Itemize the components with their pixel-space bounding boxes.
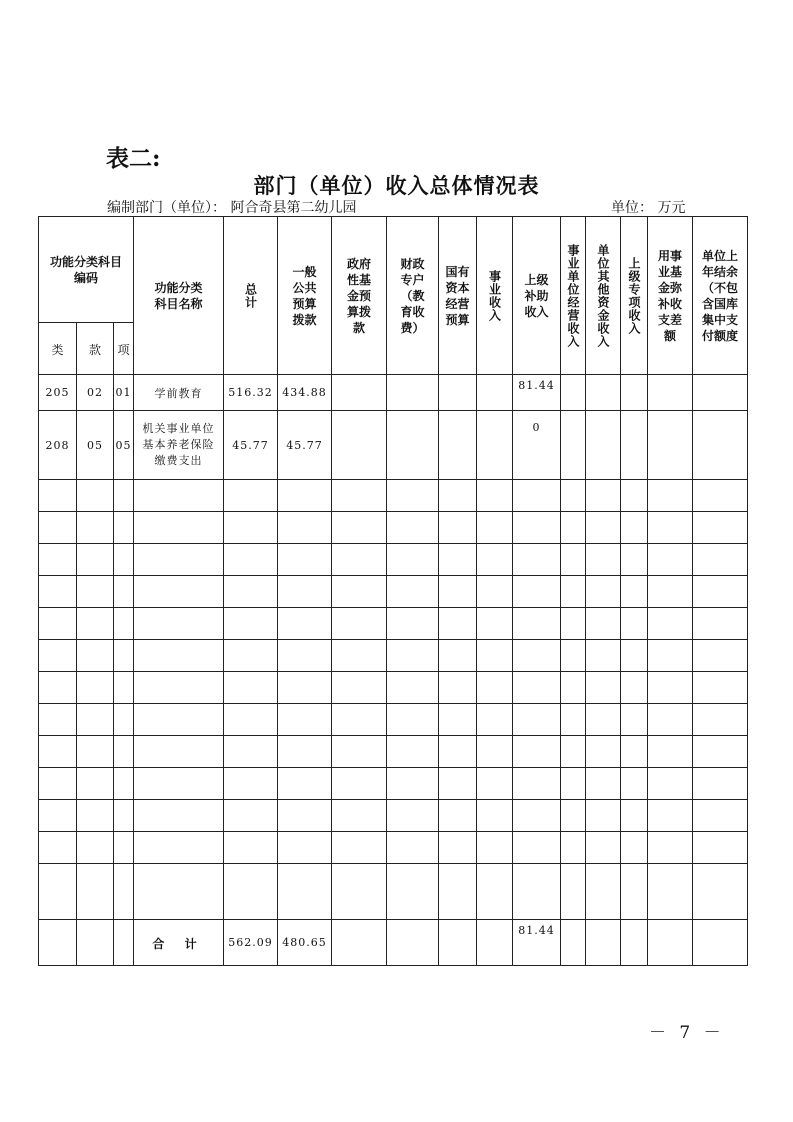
empty-row — [39, 800, 748, 832]
cell-empty — [477, 920, 513, 966]
empty-row — [39, 736, 748, 768]
empty-row — [39, 576, 748, 608]
cell-empty — [77, 920, 114, 966]
cell-empty — [332, 375, 387, 411]
header-name: 功能分类科目名称 — [134, 217, 224, 375]
header-code-kuan: 款 — [77, 323, 114, 375]
cell-empty — [693, 920, 748, 966]
cell-empty — [648, 920, 693, 966]
empty-row — [39, 864, 748, 920]
cell-empty — [332, 411, 387, 480]
empty-row — [39, 704, 748, 736]
total-general: 480.65 — [278, 920, 332, 966]
header-fund-offset: 用事业基金弥补收支差额 — [648, 217, 693, 375]
income-table — [38, 216, 748, 966]
cell-superior-subsidy: 81.44 — [513, 375, 561, 411]
cell-empty — [648, 375, 693, 411]
empty-row — [39, 640, 748, 672]
table-row — [39, 411, 748, 480]
header-superior-subsidy: 上级补助收入 — [513, 217, 561, 375]
org-line: 编制部门（单位）： 阿合奇县第二幼儿园 — [107, 200, 357, 216]
header-row — [39, 217, 748, 323]
header-prior-balance: 单位上年结余（不包含国库集中支付额度 — [693, 217, 748, 375]
cell-empty — [621, 920, 648, 966]
cell-empty — [387, 920, 439, 966]
total-value: 562.09 — [224, 920, 278, 966]
header-superior-special: 上级专项收入 — [621, 217, 648, 375]
cell-empty — [477, 375, 513, 411]
cell-empty — [586, 375, 621, 411]
empty-row — [39, 608, 748, 640]
cell-empty — [561, 920, 586, 966]
cell-empty — [561, 375, 586, 411]
cell-empty — [477, 411, 513, 480]
cell-lei: 208 — [39, 411, 77, 480]
total-label: 合 计 — [134, 920, 224, 966]
cell-total: 516.32 — [224, 375, 278, 411]
cell-empty — [439, 375, 477, 411]
header-code-group: 功能分类科目编码 — [39, 217, 134, 323]
cell-empty — [114, 920, 134, 966]
unit-line: 单位： 万元 — [611, 200, 686, 216]
cell-kuan: 05 — [77, 411, 114, 480]
cell-empty — [693, 411, 748, 480]
header-code-lei: 类 — [39, 323, 77, 375]
cell-empty — [439, 920, 477, 966]
header-other-income: 单位其他资金收入 — [586, 217, 621, 375]
cell-name: 机关事业单位基本养老保险缴费支出 — [134, 411, 224, 480]
table-row — [39, 375, 748, 411]
cell-empty — [621, 375, 648, 411]
header-business-income: 事业收入 — [477, 217, 513, 375]
empty-row — [39, 768, 748, 800]
header-gov-fund: 政府性基金预算拨款 — [332, 217, 387, 375]
page-title: 部门（单位）收入总体情况表 — [253, 173, 540, 198]
cell-empty — [648, 411, 693, 480]
cell-name: 学前教育 — [134, 375, 224, 411]
empty-row — [39, 544, 748, 576]
cell-empty — [39, 920, 77, 966]
empty-row — [39, 832, 748, 864]
header-fiscal-special: 财政专户（教育收费） — [387, 217, 439, 375]
cell-empty — [621, 411, 648, 480]
cell-empty — [586, 920, 621, 966]
header-general-budget: 一般公共预算拨款 — [278, 217, 332, 375]
total-superior-subsidy: 81.44 — [513, 920, 561, 966]
cell-empty — [693, 375, 748, 411]
cell-xiang: 05 — [114, 411, 134, 480]
header-total: 总计 — [224, 217, 278, 375]
header-state-capital: 国有资本经营预算 — [439, 217, 477, 375]
header-operating-income: 事业单位经营收入 — [561, 217, 586, 375]
cell-empty — [561, 411, 586, 480]
table-label: 表二: — [106, 145, 161, 172]
cell-lei: 205 — [39, 375, 77, 411]
empty-row — [39, 672, 748, 704]
empty-row — [39, 480, 748, 512]
cell-total: 45.77 — [224, 411, 278, 480]
cell-empty — [586, 411, 621, 480]
cell-general: 45.77 — [278, 411, 332, 480]
page-number: － 7 － — [649, 1023, 725, 1043]
cell-general: 434.88 — [278, 375, 332, 411]
cell-empty — [387, 375, 439, 411]
cell-xiang: 01 — [114, 375, 134, 411]
cell-superior-subsidy: 0 — [513, 411, 561, 480]
total-row — [39, 920, 748, 966]
cell-empty — [387, 411, 439, 480]
empty-row — [39, 512, 748, 544]
cell-empty — [439, 411, 477, 480]
header-code-xiang: 项 — [114, 323, 134, 375]
cell-kuan: 02 — [77, 375, 114, 411]
cell-empty — [332, 920, 387, 966]
